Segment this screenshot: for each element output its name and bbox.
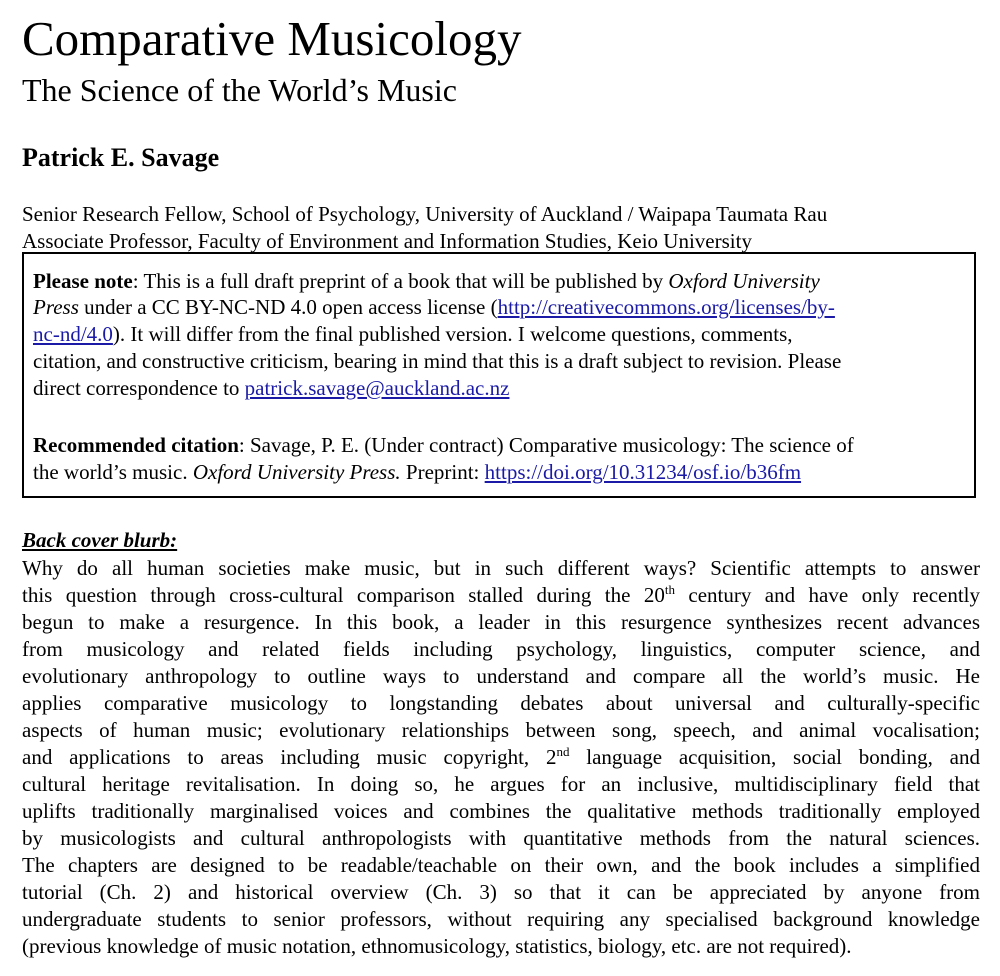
author-name: Patrick E. Savage (22, 143, 220, 172)
doi-link[interactable]: https://doi.org/10.31234/osf.io/b36fm (484, 460, 802, 484)
note-text: ). It will differ from the final published version. I welcome questions, comments, (112, 322, 793, 346)
blurb-text: this question through cross-cultural comparison stalled during the 20 (22, 583, 665, 607)
citation-text: Preprint: (400, 460, 485, 484)
book-subtitle: The Science of the World’s Music (22, 72, 457, 108)
license-link[interactable]: nc-nd/4.0 (33, 322, 113, 346)
affiliation-keio: Associate Professor, Faculty of Environment and Information Studies, Keio University (22, 229, 752, 253)
citation-line-2 (33, 461, 801, 484)
blurb-line: from musicology and related fields including psychology, linguistics, computer science, and (22, 637, 980, 661)
blurb-line: by musicologists and cultural anthropologists with quantitative methods from the natural sciences. (22, 826, 980, 850)
blurb-line: evolutionary anthropology to outline ways to understand and compare all the world’s music. He (22, 664, 980, 688)
license-link[interactable]: http://creativecommons.org/licenses/by- (497, 295, 835, 319)
note-text: direct correspondence to (33, 376, 245, 400)
note-line-1 (33, 270, 820, 293)
blurb-line: cultural heritage revitalisation. In doing so, he argues for an inclusive, multidisciplinary field that (22, 772, 980, 796)
blurb-line: undergraduate students to senior professors, without requiring any specialised background knowledge (22, 907, 980, 931)
note-line-4: citation, and constructive criticism, bearing in mind that this is a draft subject to revision. Please (33, 349, 842, 373)
blurb-text: language acquisition, social bonding, and (569, 745, 980, 769)
citation-text: the world’s music. (33, 460, 193, 484)
blurb-text: and applications to areas including music copyright, 2 (22, 745, 557, 769)
publisher-name: Press (33, 295, 79, 319)
blurb-line (22, 746, 980, 769)
publisher-name: Oxford University (668, 269, 820, 293)
note-line-2 (33, 296, 835, 319)
blurb-superscript: th (664, 582, 675, 597)
blurb-line: aspects of human music; evolutionary relationships between song, speech, and animal vocalisation; (22, 718, 980, 742)
book-title: Comparative Musicology (22, 11, 522, 66)
note-line-5 (33, 377, 509, 400)
blurb-line: Why do all human societies make music, but in such different ways? Scientific attempts to answer (22, 556, 980, 580)
note-text: : This is a full draft preprint of a book that will be published by (132, 269, 669, 293)
note-line-3 (33, 323, 793, 346)
blurb-line: tutorial (Ch. 2) and historical overview (Ch. 3) so that it can be appreciated by anyone from (22, 880, 980, 904)
email-link[interactable]: patrick.savage@auckland.ac.nz (244, 376, 510, 400)
note-label: Please note (33, 269, 133, 293)
citation-label: Recommended citation (33, 433, 239, 457)
blurb-line: uplifts traditionally marginalised voices and combines the qualitative methods traditionally employed (22, 799, 980, 823)
blurb-line: begun to make a resurgence. In this book, a leader in this resurgence synthesizes recent advances (22, 610, 980, 634)
citation-text: : Savage, P. E. (Under contract) Comparative musicology: The science of (238, 433, 854, 457)
citation-publisher: Oxford University Press. (192, 460, 401, 484)
note-text: under a CC BY-NC-ND 4.0 open access license ( (78, 295, 498, 319)
blurb-heading: Back cover blurb: (22, 528, 178, 552)
blurb-line: The chapters are designed to be readable/teachable on their own, and the book includes a simplified (22, 853, 980, 877)
blurb-line (22, 584, 980, 607)
affiliation-auckland: Senior Research Fellow, School of Psychology, University of Auckland / Waipapa Taumata Rau (22, 202, 828, 226)
citation-line-1 (33, 434, 854, 457)
blurb-line: applies comparative musicology to longstanding debates about universal and culturally-specific (22, 691, 980, 715)
blurb-text: century and have only recently (674, 583, 981, 607)
blurb-superscript: nd (556, 744, 570, 759)
blurb-line: (previous knowledge of music notation, ethnomusicology, statistics, biology, etc. are not required). (22, 934, 852, 958)
